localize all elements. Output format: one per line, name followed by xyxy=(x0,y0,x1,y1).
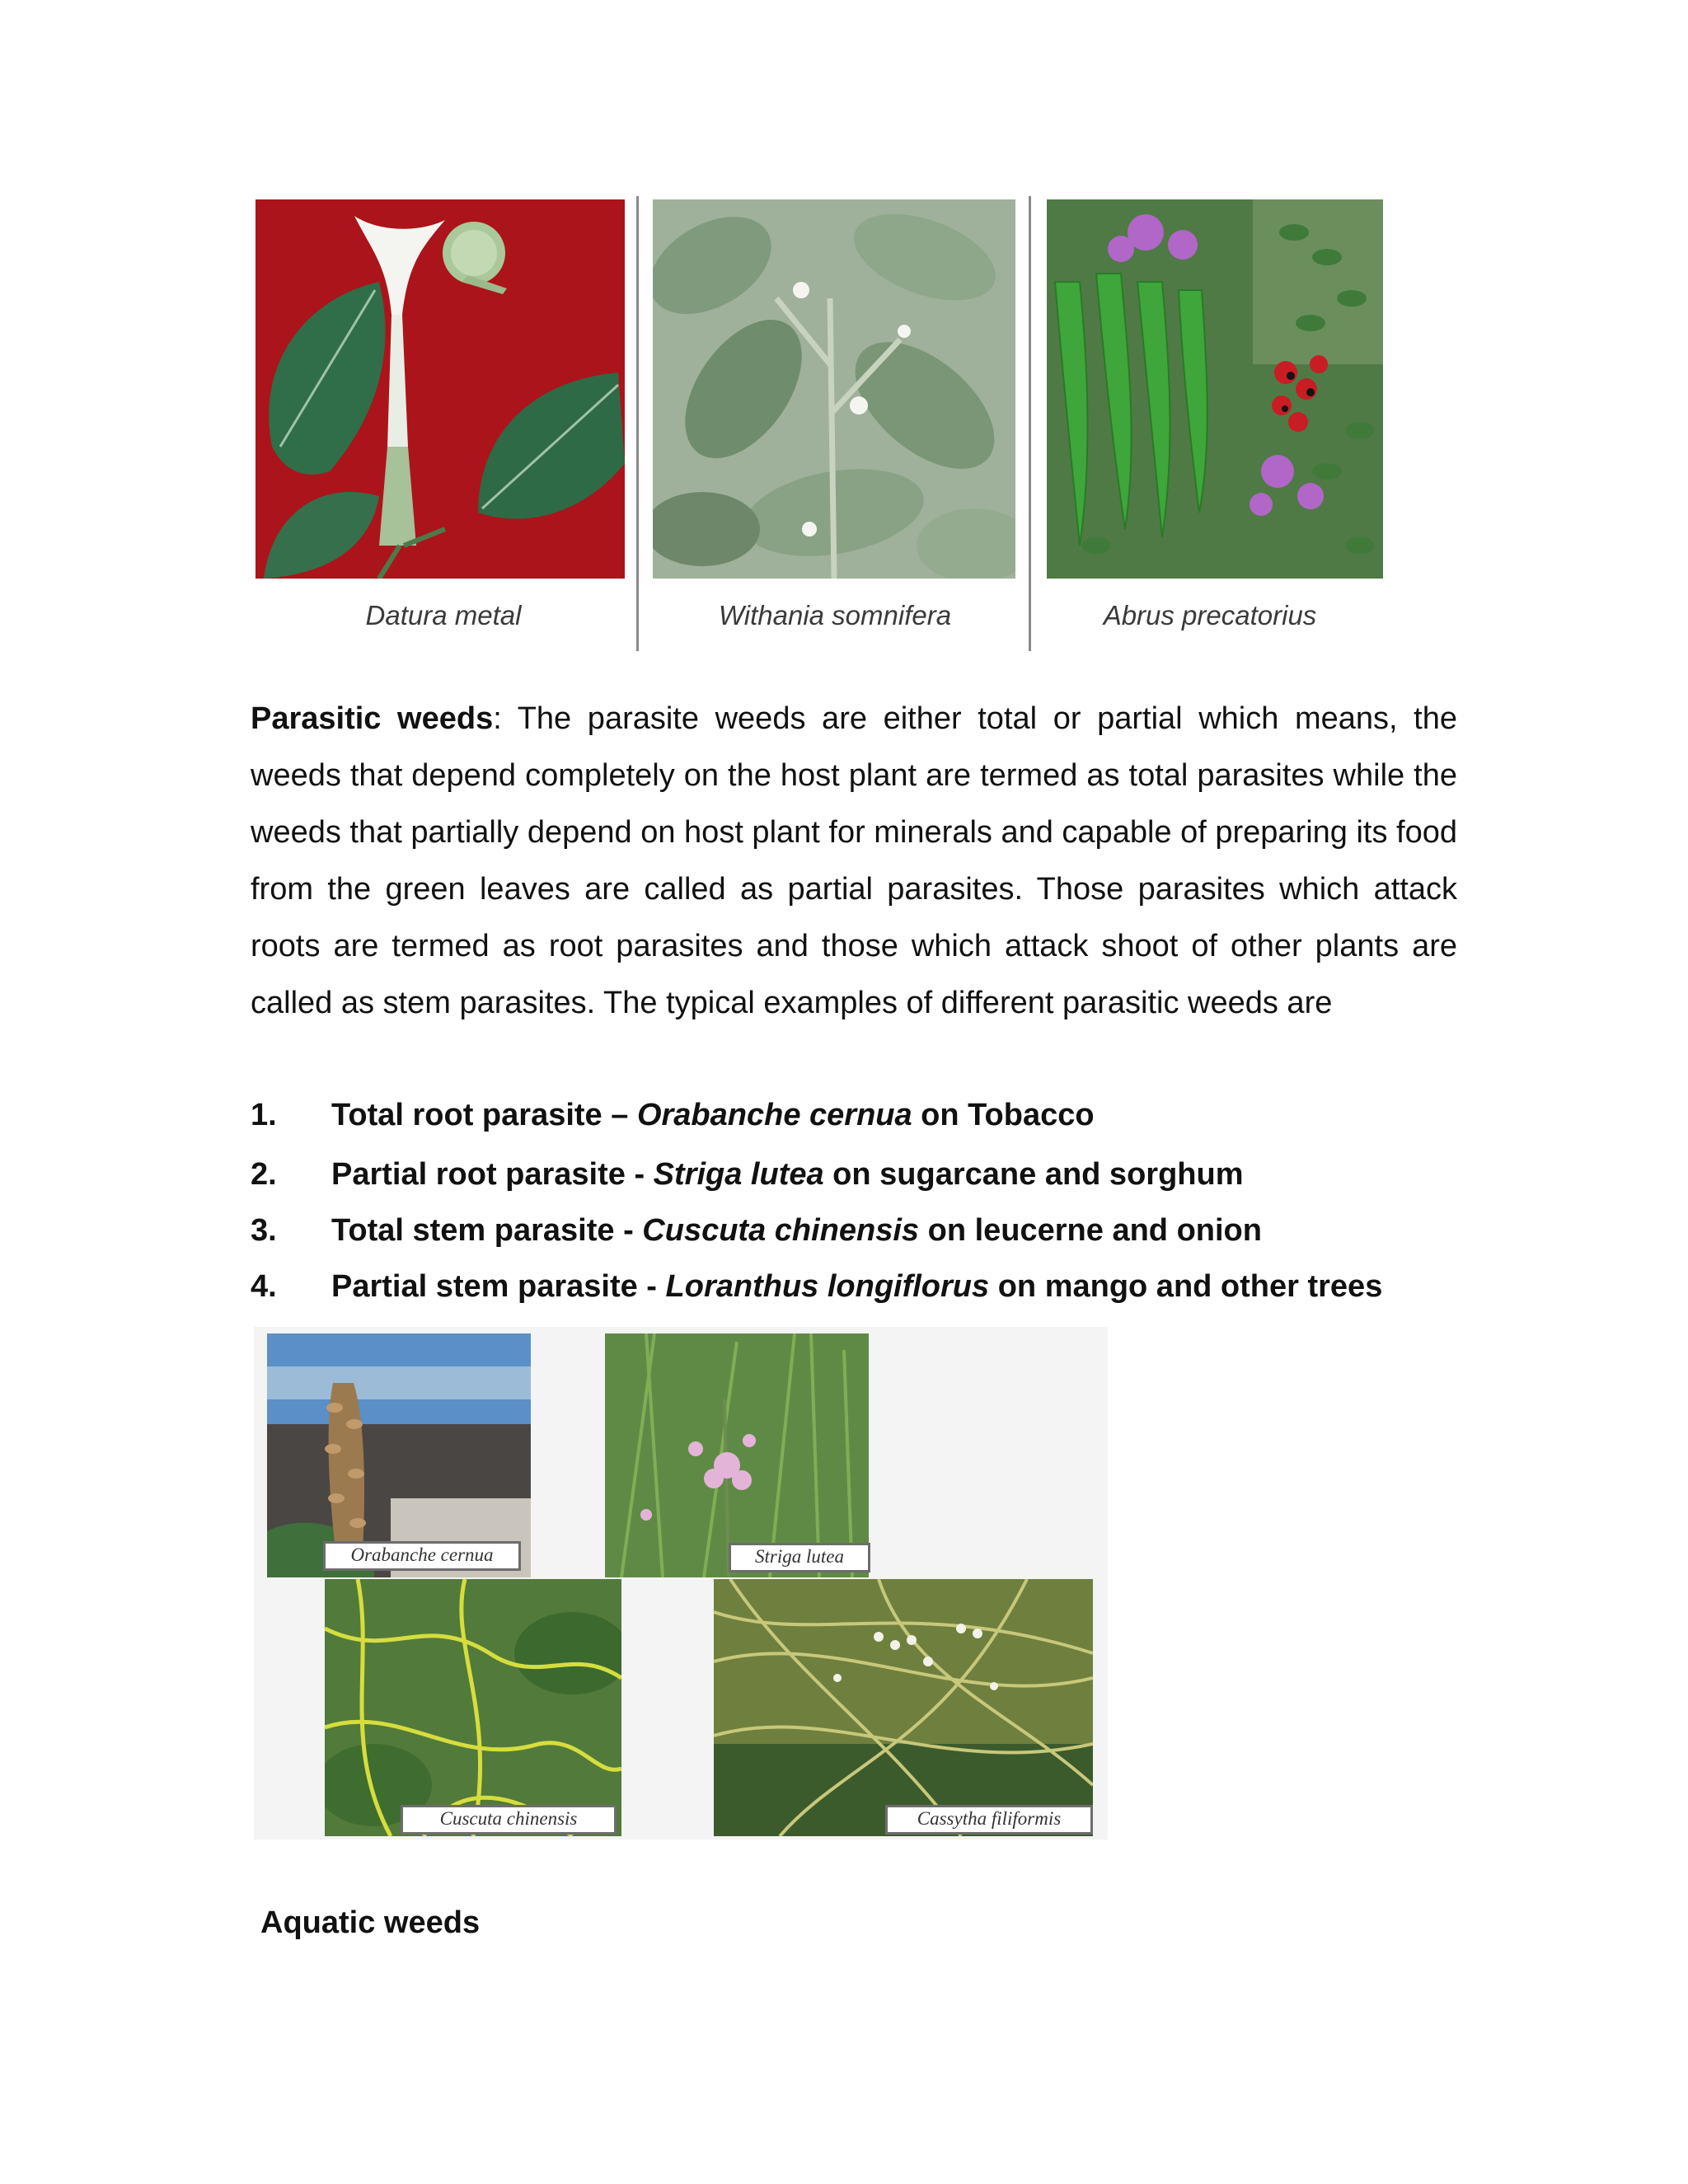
list-number: 4. xyxy=(251,1269,277,1304)
caption-datura: Datura metal xyxy=(365,600,522,630)
list-number: 1. xyxy=(251,1098,277,1132)
strip-divider xyxy=(1029,196,1031,651)
datura-photo xyxy=(256,199,625,579)
label-cuscuta: Cuscuta chinensis xyxy=(401,1805,617,1835)
parasitic-weeds-paragraph xyxy=(251,691,1457,1032)
aquatic-weeds-heading: Aquatic weeds xyxy=(260,1905,481,1940)
list-text: Partial stem parasite - Loranthus longiflorus on mango and other trees xyxy=(331,1269,1383,1304)
caption-abrus: Abrus precatorius xyxy=(1103,600,1317,630)
caption-withania: Withania somnifera xyxy=(718,600,952,630)
cuscuta-photo xyxy=(325,1579,621,1836)
label-cassytha: Cassytha filiformis xyxy=(885,1805,1093,1835)
withania-photo xyxy=(653,199,1015,579)
paragraph-body: : The parasite weeds are either total or partial which means, the weeds that depend completely on the host plant are termed as total parasites while the weeds that partially depend on host plant for minerals and capable of preparing its food from the green leaves are called as partial parasites. Those parasites which attack roots are termed as root parasites and those which attack shoot of other plants are called as stem parasites. The typical examples of different parasitic weeds are xyxy=(251,701,1458,1020)
strip-divider xyxy=(636,196,639,651)
paragraph-lead: Parasitic weeds xyxy=(251,701,494,736)
list-number: 3. xyxy=(251,1213,277,1248)
list-number: 2. xyxy=(251,1157,277,1192)
plant-photo-strip xyxy=(254,196,1386,651)
label-striga: Striga lutea xyxy=(729,1543,870,1572)
striga-photo xyxy=(605,1333,869,1577)
list-text: Partial root parasite - Striga lutea on sugarcane and sorghum xyxy=(331,1157,1244,1192)
abrus-photo xyxy=(1047,199,1383,579)
list-text: Total root parasite – Orabanche cernua on Tobacco xyxy=(331,1098,1095,1132)
list-text: Total stem parasite - Cuscuta chinensis on leucerne and onion xyxy=(331,1213,1262,1248)
label-orabanche: Orabanche cernua xyxy=(323,1541,521,1571)
cassytha-photo xyxy=(714,1579,1093,1836)
parasitic-weeds-collage xyxy=(254,1327,1108,1840)
